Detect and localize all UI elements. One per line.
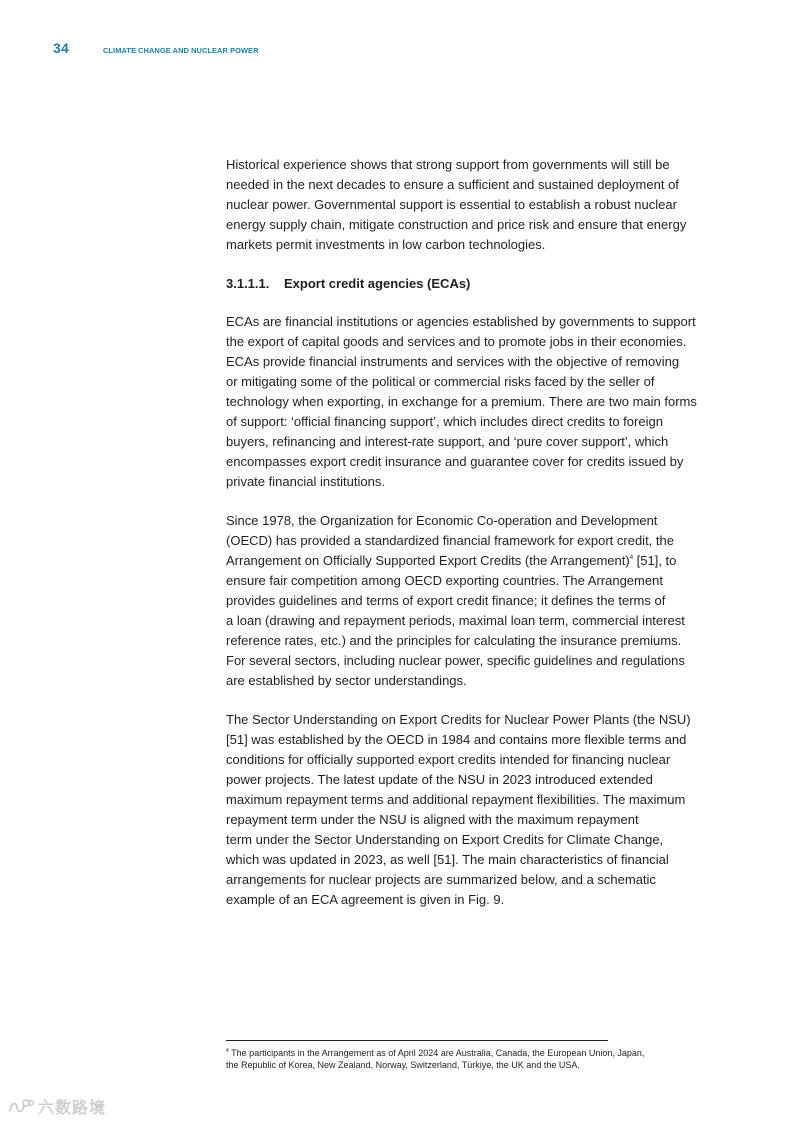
watermark-text: 六数路境 bbox=[38, 1098, 107, 1117]
footnote-reference[interactable]: 4 bbox=[629, 555, 634, 561]
text-line: term under the Sector Understanding on Export Credits for Climate Change, bbox=[226, 832, 664, 847]
text-line: needed in the next decades to ensure a sufficient and sustained deployment of bbox=[226, 177, 679, 192]
text-line: encompasses export credit insurance and guarantee cover for credits issued by bbox=[226, 454, 684, 469]
text-line: For several sectors, including nuclear power, specific guidelines and regulations bbox=[226, 653, 685, 668]
footnote bbox=[226, 1047, 686, 1071]
text-line: example of an ECA agreement is given in Fig. 9. bbox=[226, 892, 505, 907]
text-line: conditions for officially supported export credits intended for financing nuclear bbox=[226, 752, 671, 767]
section-title: Export credit agencies (ECAs) bbox=[284, 276, 471, 291]
text-line: provides guidelines and terms of export credit finance; it defines the terms of bbox=[226, 593, 666, 608]
text-line: repayment term under the NSU is aligned with the maximum repayment bbox=[226, 812, 639, 827]
text-line: private financial institutions. bbox=[226, 474, 385, 489]
text-line: a loan (drawing and repayment periods, maximal loan term, commercial interest bbox=[226, 613, 685, 628]
section-number: 3.1.1.1. bbox=[226, 276, 270, 291]
oecd-paragraph bbox=[226, 511, 718, 691]
nsu-paragraph bbox=[226, 710, 718, 910]
text-segment: Arrangement on Officially Supported Export Credits (the Arrangement) bbox=[226, 553, 630, 568]
text-line: markets permit investments in low carbon technologies. bbox=[226, 237, 546, 252]
ecas-paragraph bbox=[226, 312, 718, 492]
text-line: of support: ‘official financing support’, which includes direct credits to foreign bbox=[226, 414, 663, 429]
intro-paragraph bbox=[226, 155, 718, 255]
text-line: nuclear power. Governmental support is essential to establish a robust nuclear bbox=[226, 197, 677, 212]
text-line: energy supply chain, mitigate construction and price risk and ensure that energy bbox=[226, 217, 687, 232]
text-line: (OECD) has provided a standardized financial framework for export credit, the bbox=[226, 533, 674, 548]
text-line: Since 1978, the Organization for Economic Co-operation and Development bbox=[226, 513, 658, 528]
text-line: buyers, refinancing and interest-rate support, and ‘pure cover support’, which bbox=[226, 434, 669, 449]
running-title: CLIMATE CHANGE AND NUCLEAR POWER bbox=[102, 46, 259, 55]
text-line: the export of capital goods and services and to promote jobs in their economies. bbox=[226, 334, 687, 349]
text-line: arrangements for nuclear projects are summarized below, and a schematic bbox=[226, 872, 656, 887]
footnote-text: The participants in the Arrangement as of April 2024 are Australia, Canada, the European Union, Japan, bbox=[228, 1048, 645, 1058]
page-number: 34 bbox=[53, 40, 69, 56]
footnote-marker: 4 bbox=[226, 1048, 229, 1054]
text-line: maximum repayment terms and additional repayment flexibilities. The maximum bbox=[226, 792, 686, 807]
text-line: power projects. The latest update of the NSU in 2023 introduced extended bbox=[226, 772, 653, 787]
footnote-line bbox=[226, 1047, 686, 1059]
section-heading bbox=[226, 274, 718, 294]
page-header bbox=[53, 40, 259, 58]
footnote-divider bbox=[226, 1040, 608, 1041]
footnote-line: the Republic of Korea, New Zealand, Norway, Switzerland, Türkiye, the UK and the USA. bbox=[226, 1060, 580, 1070]
watermark-logo-icon bbox=[8, 1098, 34, 1116]
watermark bbox=[8, 1095, 106, 1118]
text-line: The Sector Understanding on Export Credits for Nuclear Power Plants (the NSU) bbox=[226, 712, 691, 727]
text-line: which was updated in 2023, as well [51]. The main characteristics of financial bbox=[226, 852, 669, 867]
text-line: ECAs are financial institutions or agencies established by governments to support bbox=[226, 314, 696, 329]
text-segment: [51], to bbox=[633, 553, 677, 568]
text-line: Historical experience shows that strong support from governments will still be bbox=[226, 157, 670, 172]
text-line: ensure fair competition among OECD exporting countries. The Arrangement bbox=[226, 573, 663, 588]
text-line bbox=[226, 551, 718, 571]
text-line: technology when exporting, in exchange for a premium. There are two main forms bbox=[226, 394, 697, 409]
text-line: are established by sector understandings. bbox=[226, 673, 467, 688]
main-content bbox=[226, 155, 718, 929]
text-line: [51] was established by the OECD in 1984 and contains more flexible terms and bbox=[226, 732, 687, 747]
text-line: or mitigating some of the political or commercial risks faced by the seller of bbox=[226, 374, 655, 389]
text-line: ECAs provide financial instruments and services with the objective of removing bbox=[226, 354, 680, 369]
text-line: reference rates, etc.) and the principles for calculating the insurance premiums. bbox=[226, 633, 682, 648]
